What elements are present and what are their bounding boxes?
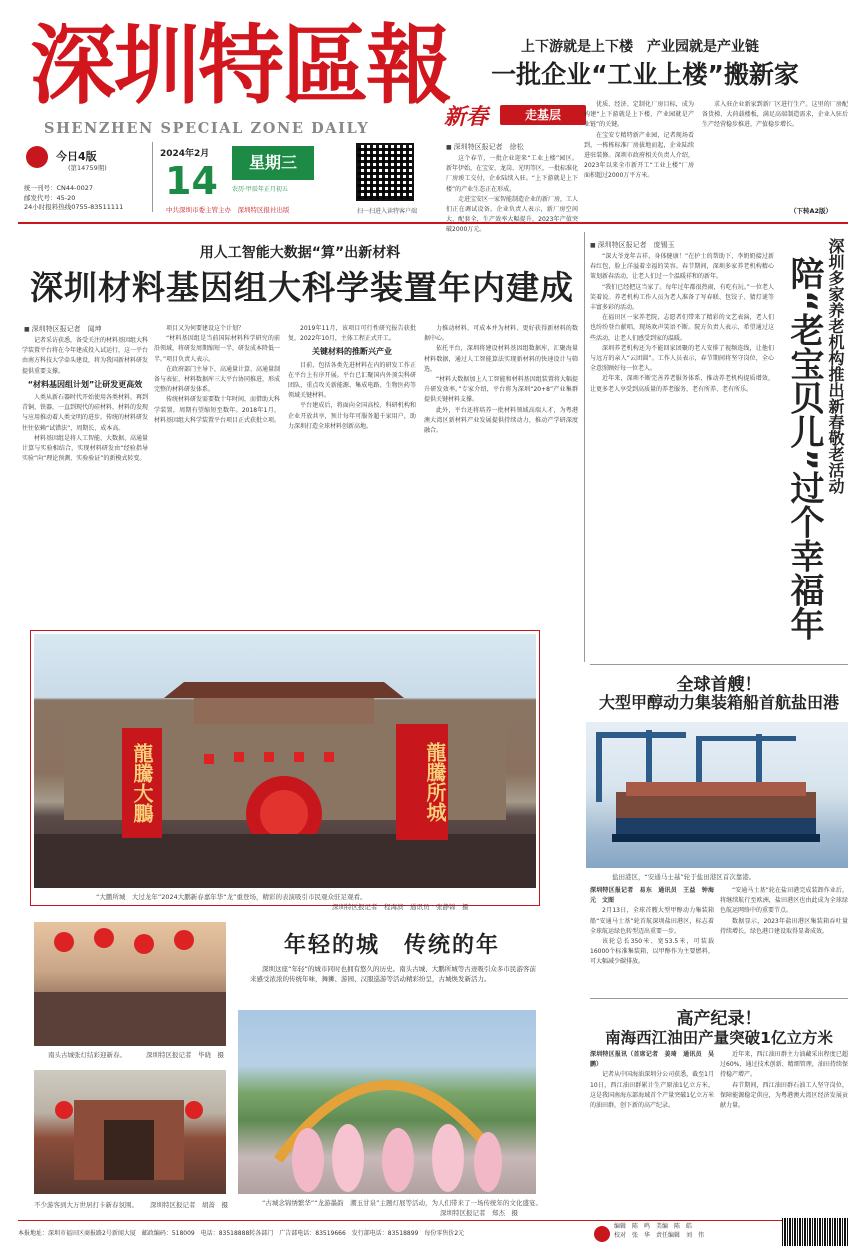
dawan-shiju-photo[interactable]: [34, 1070, 226, 1194]
ship-story-title[interactable]: 大型甲醇动力集装箱船首航盐田港: [598, 693, 839, 712]
top-story-title[interactable]: 一批企业“工业上楼”搬新家: [491, 60, 799, 89]
barcode-icon: [782, 1218, 848, 1246]
photo-tl-caption: 南头古城张灯结彩迎新春。: [48, 1051, 126, 1059]
banner-right: 龍騰所城: [396, 724, 448, 840]
top-story-subtitle: 上下游就是上下楼 产业园就是产业链: [521, 39, 759, 55]
edition-count: 今日4版: [56, 150, 97, 163]
oil-story-byline: 深圳特区报讯（首席记者 姜琦 通讯员 吴鹏）: [590, 1051, 714, 1069]
oil-story-col-1: 深圳特区报讯（首席记者 姜琦 通讯员 吴鹏） 记者从中国海油深圳分公司获悉，截至1月10日，西江油田群累计生产原油1亿立方米，这是我国南海东部海域首个产量突破1亿立方米的油田群，创下新的高产纪录。: [590, 1051, 714, 1110]
hanfu-parade-photo[interactable]: [238, 1010, 536, 1194]
lead-story-byline: ■ 深圳特区报记者 闻坤: [24, 324, 102, 334]
culture-feature-title[interactable]: 年轻的城 传统的年: [283, 933, 500, 958]
weekday-badge: 星期三: [232, 146, 314, 180]
culture-feature-intro: 深圳这座“年轻”的城市同时也拥有悠久的历史。南头古城、大鹏所城等古迹吸引众多市民游客前来感受浓浓的传统年味，舞狮、游园、汉服巡游等活动精彩纷呈，古城焕发新活力。: [250, 965, 536, 983]
footer-address: 本报地址：深圳市福田区商报路2号新闻大厦 邮政编码：518009 电话：83518888转各部门 广告部电话：83519666 发行部电话：83518899 每份零售价2元: [18, 1230, 465, 1237]
oil-story-subtitle: 高产纪录！: [676, 1009, 762, 1029]
postal-code: 邮发代号：45-20: [24, 193, 76, 202]
nantou-ancient-city-photo[interactable]: [34, 922, 226, 1046]
top-story-col-3: 求入驻企业新家到新厂区进行生产。这里的厂房配备货梯、大荷载楼板，满足高端制造需求，企业入驻后生产经营稳步推进，产值稳步增长。: [702, 101, 848, 129]
oil-story-col-2: 近年来，西江油田群主力油藏采出程度已超过60%，通过技术创新、精细管理，油田持续保持稳产增产。 春节期间，西江油田群石油工人坚守岗位，保障能源稳定供应，为粤港澳大湾区经济发展贡献力量。: [720, 1051, 848, 1110]
lunar-date: 农历·甲辰年正月初五: [232, 186, 288, 193]
hotline: 24小时报料热线0755-83511111: [24, 203, 124, 211]
elderly-story-byline: ■ 深圳特区报记者 庞锡玉: [590, 240, 675, 250]
elderly-story-subtitle: 深圳多家养老机构推出新春敬老活动: [826, 238, 845, 494]
ship-story-byline: 深圳特区报记者 易东 通讯员 王益 钟海元 文图: [590, 887, 714, 905]
masthead-logo: 深圳特區報: [30, 15, 450, 116]
top-story-col-2: 优质、经济、定制化厂房目标，成为构建“上下游就是上下楼，产业园就是产业链”的关键。 在宝安专精特新产业园，记者现场看到，一栋栋标准厂房拔地而起，企业陆续进驻装修。深圳市政府相关负责人介绍，2023年以来全市新开工“工业上楼”厂房面积超过2000万平方米。: [584, 101, 694, 180]
lead-story-col-2: 项目又为何要建设这个计划？ “材料基因组是当前国际材料科学研究的前沿领域，将研发周期缩短一半，研发成本降低一半。”项目负责人表示。 在政府部门主导下，高通量计算、高通量制备与表征、材料数据库三大平台协同推进，形成完整的材料研发体系。 传统材料研发需要数十年时间，而借助大科学装置，周期有望缩短至数年。2018年1月，材料基因组大科学装置平台项目正式获批立项。: [154, 325, 281, 424]
lead-subhead-1: “材料基因组计划”让研发更高效: [27, 379, 143, 389]
column-divider: [584, 232, 585, 662]
main-photo-caption: “大鹏所城 大过龙年”2024大鹏新春嘉年华“龙”重登场，精彩的表演吸引市民观众驻足观看。: [96, 893, 367, 901]
photo-br-credit: 深圳特区报记者 郑杰 摄: [440, 1209, 518, 1217]
masthead-rule: [18, 222, 848, 224]
sponsor-line: 中共深圳市委主管主办 深圳特区报社出版: [166, 206, 290, 214]
main-photo-credit: 深圳特区报记者 程海滨 通讯员 张静锦 摄: [332, 903, 469, 911]
qr-code-icon[interactable]: [356, 143, 414, 201]
container-ship-photo[interactable]: [586, 722, 848, 868]
section-divider-2: [590, 998, 848, 999]
ship-photo-caption: 盐田港区，“安通马士基”轮于盐田港区首次靠港。: [612, 873, 756, 881]
top-story-byline: ■ 深圳特区报记者 徐松: [446, 142, 524, 152]
footer-editors: 编辑 陈 鸣 美编 陈 皓 校对 张 华 责任编辑 刘 伟: [614, 1223, 705, 1239]
photo-br-caption: “古城念锦绣繁华”“龙游墨韵 潮玉甘泉”主题灯展等活动，为人们带来了一场传统年的文化盛宴。: [262, 1199, 542, 1207]
photo-bl-caption: 不少游客到大万世居打卡新春氛围。: [34, 1201, 138, 1209]
photo-tl-credit: 深圳特区报记者 毕晓 摄: [146, 1051, 224, 1059]
ship-story-col-2: “安通马士基”轮在盐田港完成装卸作业后，将继续航行至欧洲，盐田港区也由此成为全球绿色航运网络中的重要节点。 数据显示，2023年盐田港区集装箱吞吐量持续增长，绿色港口建设取得显著成效。: [720, 887, 848, 935]
lead-story-subtitle: 用人工智能大数据“算”出新材料: [199, 245, 401, 261]
section-divider: [590, 664, 848, 665]
divider: [152, 142, 153, 212]
oil-story-title[interactable]: 南海西江油田产量突破1亿立方米: [605, 1029, 833, 1047]
ship-story-col-1: 深圳特区报记者 易东 通讯员 王益 钟海元 文图 2月13日，全球首艘大型甲醇动力集装箱船“安通马士基”轮首航深圳盐田港区，标志着全球航运绿色转型迈出重要一步。 该轮总长350米、宽53.5米，可装载16000个标准集装箱，以甲醇作为主要燃料，可大幅减少碳排放。: [590, 887, 714, 966]
date-day: 14: [165, 159, 218, 203]
photo-bl-credit: 深圳特区报记者 胡蔷 摄: [150, 1201, 228, 1209]
lead-story-col-4: 力推动材料、可成本并为材料、更好获得新材料的数据中心。 依托平台，深圳将建设材料基因组数据库，汇聚海量材料数据，通过人工智能算法实现新材料的快速设计与筛选。 “材料大数据加上人工智能和材料基因组装置将大幅提升研发效率。”专家介绍，平台将为深圳“20+8”产业集群提供关键材料支撑。 此外，平台还将培养一批材料领域高端人才，为粤港澳大湾区新材料产业发展提供持续动力，推动产学研深度融合。: [424, 325, 578, 435]
column-logo: 新春: [444, 104, 489, 130]
masthead-english-title: SHENZHEN SPECIAL ZONE DAILY: [44, 120, 370, 137]
column-tag: 走基层: [500, 105, 586, 125]
dapeng-fortress-photo[interactable]: [34, 634, 536, 888]
publication-info: [24, 184, 154, 213]
footer-rule: [18, 1220, 848, 1221]
elderly-story-title[interactable]: 陪“老宝贝儿”过个幸福年: [784, 256, 824, 641]
lead-subhead-2: 关键材料的推断兴产业: [312, 347, 392, 357]
lead-story-col-1: 记者采访获悉，备受关注的材料基因组大科学装置平台将在今年建成投入试运行，这一平台由南方科技大学牵头建设，将为我国新材料研发提供重要支撑。 “材料基因组计划”让研发更高效 人类从新石器时代开始使用各类材料，再到青铜、铁器，一直到现代的硅材料，材料的发现与应用推动着人类文明的进步。传统的材料研发往往依赖“试错法”，周期长、成本高。 材料基因组是将人工智能、大数据、高通量计算与实验相结合，实现材料研发由“经验指导实验”向“理论预测、实验验证”的新模式转变。: [22, 337, 149, 463]
ship-story-subtitle: 全球首艘！: [676, 675, 762, 695]
elderly-story-body: “深大爷龙年吉祥，身体健康！”在护士的帮助下，李奶奶接过新春红包，脸上洋溢着幸福的笑容。春节期间，深圳多家养老机构精心策划新春活动，让老人们过一个温暖祥和的新年。 “我们已经把这当家了。每年过年都很热闹，有吃有玩。”一位老人笑着说。养老机构工作人员为老人准备了写春联、包饺子、猜灯谜等丰富多彩的活动。 在福田区一家养老院，志愿者们带来了精彩的文艺表演，老人们也纷纷登台献唱，现场欢声笑语不断。院方负责人表示，希望通过这些活动，让老人们感受到家的温暖。 深圳养老机构还为不能回家团聚的老人安排了视频连线，让他们与远方的亲人“云团圆”。工作人员表示，春节期间将坚守岗位，全心全意照顾好每一位老人。 近年来，深圳不断完善养老服务体系，推动养老机构提质增效，让更多老人享受到高质量的养老服务，老有所养、老有所乐。: [590, 253, 774, 393]
cn-number: 统一刊号：CN44-0027: [24, 184, 94, 192]
continued-note[interactable]: （下转A2版）: [790, 207, 833, 215]
top-story-col-1: 这个春节，一批企业迎来“工业上楼”园区。新年伊始，在宝安、龙岗、光明等区，一批标准化厂房竣工交付，企业陆续入驻。“上下游就是上下楼”的产业生态正在形成。 走进宝安区一家智能制造企业的新厂房，工人们正在调试设备。企业负责人表示，新厂房空间大、配套全，生产效率大幅提升，2023年产值突破2000万元。: [446, 155, 579, 234]
issue-number: (第14759期): [68, 164, 107, 172]
qr-caption: 扫一扫进入读特客户端: [356, 208, 417, 215]
banner-left: 龍騰大鵬: [122, 728, 162, 838]
lead-story-col-3: 2019年11月，该项目可行性研究报告获批复，2022年10月，主体工程正式开工。 关键材料的推断兴产业 目前，包括各类先进材料在内的研发工作正在平台上有序开展。平台已汇聚国内外顶尖科研团队，重点攻关新能源、集成电路、生物医药等领域关键材料。 平台建成后，将面向全国高校、科研机构和企业开放共享，预计每年可服务超千家用户，助力深圳打造全球材料创新高地。: [288, 325, 416, 430]
year-month: 2024年2月: [160, 149, 210, 159]
lead-story-title[interactable]: 深圳材料基因组大科学装置年内建成: [30, 268, 574, 307]
footer-emblem-icon: [594, 1226, 610, 1242]
newspaper-emblem-icon: [26, 146, 48, 168]
